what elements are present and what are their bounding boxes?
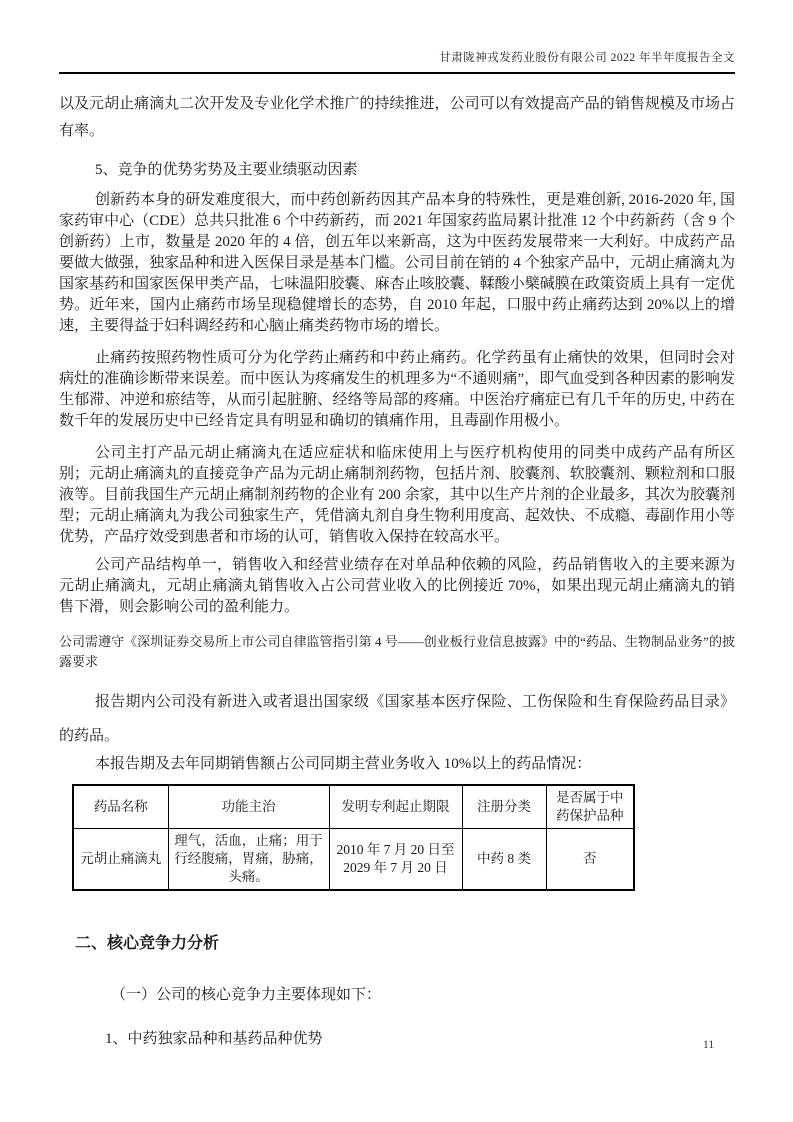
paragraph-innovation-drugs: 创新药本身的研发难度很大，而中药创新药因其产品本身的特殊性，更是难创新, 2016-2020 年, 国家药审中心（CDE）总共只批准 6 个中药新药，而 2021 年国家药监局累计批准 12 个中药新药（含 9 个创新药）上市，数量是 2020 年的 4 倍，创五年以来新高，这为中医药发展带来一大利好。中成药产品要做大做强，独家品种和进入医保目录是基本门槛。公司目前在销的 4 个独家产品中，元胡止痛滴丸为国家基药和国家医保甲类产品，七味温阳胶囊、麻杏止咳胶囊、鞣酸小檗碱膜在政策资质上具有一定优势。近年来，国内止痛药市场呈现稳健增长的态势，自 2010 年起，口服中药止痛药达到 20%以上的增速，主要得益于妇科调经药和心脑止痛类药物市场的增长。 xyxy=(59,192,735,334)
cell-registration-class: 中药 8 类 xyxy=(462,829,546,891)
cell-indications: 理气，活血，止痛；用于行经腹痛，胃痛，胁痛，头痛。 xyxy=(168,829,329,891)
paragraph-product-structure-risk: 公司产品结构单一，销售收入和经营业绩存在对单品种依赖的风险，药品销售收入的主要来源为元胡止痛滴丸，元胡止痛滴丸销售收入占公司营业收入的比例接近 70%，如果出现元胡止痛滴丸的销售下滑，则会影响公司的盈利能力。 xyxy=(59,557,735,615)
col-header-registration-class: 注册分类 xyxy=(462,785,546,829)
col-header-tcm-protected: 是否属于中药保护品种 xyxy=(546,785,634,829)
heading-5-competition: 5、竞争的优势劣势及主要业绩驱动因素 xyxy=(95,162,358,178)
subheading-core-competitiveness-list: （一）公司的核心竞争力主要体现如下： xyxy=(111,987,382,1003)
drug-table-header-row xyxy=(73,785,634,829)
subheading-exclusive-variety-advantage: 1、中药独家品种和基药品种优势 xyxy=(105,1031,323,1047)
header-divider-rule xyxy=(59,72,735,74)
document-header-title: 甘肃陇神戎发药业股份有限公司 2022 年半年度报告全文 xyxy=(439,52,735,64)
paragraph-medical-insurance-catalog: 报告期内公司没有新进入或者退出国家级《国家基本医疗保险、工伤保险和生育保险药品目录》的药品。 xyxy=(59,694,735,744)
col-header-drug-name: 药品名称 xyxy=(73,785,168,829)
col-header-indications: 功能主治 xyxy=(168,785,329,829)
paragraph-table-intro: 本报告期及去年同期销售额占公司同期主营业务收入 10%以上的药品情况： xyxy=(95,756,592,772)
paragraph-painkiller-types: 止痛药按照药物性质可分为化学药止痛药和中药止痛药。化学药虽有止痛快的效果，但同时会对病灶的准确诊断带来误差。而中医认为疼痛发生的机理多为“不通则痛”，即气血受到各种因素的影响发生郁滞、冲逆和瘀结等，从而引起脏腑、经络等局部的疼痛。中医治疗痛症已有几千年的历史, 中药在数千年的发展历史中已经肯定具有明显和确切的镇痛作用，且毒副作用极小。 xyxy=(59,350,735,429)
drug-table-data-row xyxy=(73,829,634,891)
page-number: 11 xyxy=(703,1039,715,1051)
paragraph-main-product: 公司主打产品元胡止痛滴丸在适应症状和临床使用上与医疗机构使用的同类中成药产品有所区别；元胡止痛滴丸的直接竞争产品为元胡止痛制剂药物，包括片剂、胶囊剂、软胶囊剂、颗粒剂和口服液等。目前我国生产元胡止痛制剂药物的企业有 200 余家，其中以生产片剂的企业最多，其次为胶囊剂型；元胡止痛滴丸为我公司独家生产，凭借滴丸剂自身生物利用度高、起效快、不成瘾、毒副作用小等优势，产品疗效受到患者和市场的认可，销售收入保持在较高水平。 xyxy=(59,445,735,545)
cell-patent-period: 2010 年 7 月 20 日至 2029 年 7 月 20 日 xyxy=(329,829,462,891)
cell-tcm-protected: 否 xyxy=(546,829,634,891)
col-header-patent-period: 发明专利起止期限 xyxy=(329,785,462,829)
cell-drug-name: 元胡止痛滴丸 xyxy=(73,829,168,891)
paragraph-continuation: 以及元胡止痛滴丸二次开发及专业化学术推广的持续推进，公司可以有效提高产品的销售规模及市场占有率。 xyxy=(59,96,735,139)
heading-core-competitiveness: 二、核心竞争力分析 xyxy=(75,935,220,952)
drug-info-table xyxy=(72,784,635,891)
note-disclosure-requirement: 公司需遵守《深圳证券交易所上市公司自律监管指引第 4 号——创业板行业信息披露》中的“药品、生物制品业务”的披露要求 xyxy=(59,634,735,669)
